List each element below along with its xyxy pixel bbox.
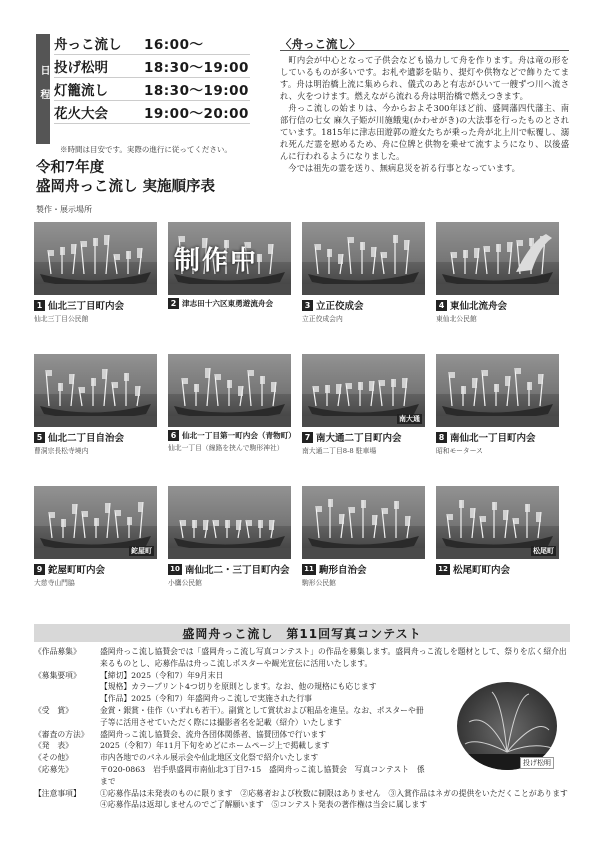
boat-number: 9 — [34, 564, 45, 575]
boat-photo — [302, 222, 425, 295]
contest-label — [34, 693, 100, 705]
contest-label: 【注意事項】 — [34, 788, 81, 798]
boat-caption — [168, 562, 291, 576]
boat-entry — [302, 486, 425, 587]
boat-photo — [34, 486, 157, 559]
boat-photo — [436, 486, 559, 559]
contest-value: 盛岡舟っこ流し協賛会、流舟各団体関係者、協賛団体で行います — [100, 729, 327, 739]
schedule-tab-label: 日程 — [38, 65, 49, 113]
contest-label: 《作品募集》 — [34, 647, 81, 656]
boat-number: 3 — [302, 300, 313, 311]
boat-photo — [168, 222, 291, 295]
boat-location: 仙北三丁目公民館 — [34, 315, 89, 323]
contest-title: 盛岡舟っこ流し 第11回写真コンテスト — [34, 624, 570, 642]
boat-number: 6 — [168, 430, 179, 441]
boat-number: 5 — [34, 432, 45, 443]
boat-caption — [34, 562, 157, 576]
schedule-event: 投げ松明 — [54, 60, 108, 76]
schedule-row — [54, 32, 250, 55]
photo-overlay-label: 南大通 — [399, 415, 420, 423]
contest-value: 市内各地でのパネル展示会や仙北地区文化祭で紹介いたします — [100, 753, 319, 763]
boat-group-name: 鉈屋町町内会 — [48, 565, 106, 576]
contest-value: 【作品】2025（令和7）年盛岡舟っこ流しで実施された行事 — [100, 694, 312, 704]
boat-caption — [168, 430, 296, 441]
contest-row — [34, 646, 570, 670]
boat-caption — [302, 430, 425, 444]
boat-number: 7 — [302, 432, 313, 443]
boat-photo — [436, 222, 559, 295]
boat-group-name: 南仙北一丁目町内会 — [450, 433, 536, 444]
order-title — [36, 158, 215, 196]
contest-row — [34, 788, 576, 812]
boat-entry — [34, 486, 157, 587]
boat-number: 10 — [168, 564, 182, 575]
torch-photo-caption: 投げ松明 — [520, 757, 554, 769]
contest-label: 《受 賞》 — [34, 705, 73, 715]
boat-entry — [168, 354, 296, 452]
schedule-row — [54, 55, 250, 78]
boat-group-name: 津志田十六区東勇遊流舟会 — [182, 299, 274, 308]
boat-location: 立正佼成会内 — [302, 315, 343, 323]
boat-number: 1 — [34, 300, 45, 311]
boat-entry — [34, 354, 157, 455]
boat-group-name: 駒形自治会 — [319, 565, 367, 576]
contest-value: 盛岡舟っこ流し協賛会では「盛岡舟っこ流し写真コンテスト」の作品を募集します。盛岡舟っこ流しを題材として、祭りを広く紹介出来るものとし、応募作品は舟っこ流しポスターや観光宣伝に活用いたします。 — [100, 647, 567, 668]
schedule-event: 舟っこ流し — [54, 37, 122, 53]
contest-label: 《募集要項》 — [34, 670, 81, 680]
contest-value: 2025（令和7）年11月下旬をめどにホームページ上で掲載します — [100, 741, 330, 751]
boat-caption — [436, 298, 559, 312]
boat-location: 小鷹公民館 — [168, 579, 202, 587]
boat-location: 大慈寺山門脇 — [34, 579, 75, 587]
order-subtitle: 製作・展示場所 — [36, 205, 92, 214]
contest-row — [34, 670, 570, 682]
contest-value: 金賞・銀賞・佳作（いずれも若干）。副賞として賞状および粗品を進呈。なお、ポスターや冊子等に活用させていただく際には撮影者名を記載（紹介）いたします — [100, 705, 424, 727]
contest-label: 《その他》 — [34, 753, 73, 763]
schedule-event: 灯籠流し — [54, 83, 108, 99]
order-title-year: 令和7年度 — [36, 159, 105, 176]
boat-group-name: 東仙北流舟会 — [450, 301, 508, 312]
boat-entry — [168, 486, 291, 587]
schedule-event: 花火大会 — [54, 106, 108, 122]
schedule-time: 16:00〜 — [144, 37, 204, 53]
boat-entry — [34, 222, 157, 323]
boat-group-name: 南仙北二・三丁目町内会 — [185, 565, 290, 576]
order-title-main: 盛岡舟っこ流し 実施順序表 — [36, 178, 216, 195]
boat-location: 仙北一丁目（線路を挟んで駒形神社） — [168, 444, 284, 452]
about-divider — [280, 50, 569, 51]
schedule-table — [54, 32, 250, 124]
about-paragraph: 舟っこ流しの始まりは、今からおよそ300年ほど前、盛岡藩四代藩主、南部行信の七女 麻久子姫が川施餓鬼(かわせがき)の大法事を行ったものとされています。1815年に津志田遊郭の遊女たちが乗った舟が北上川で転覆し、溺れ死んだ霊を慰めるため、舟に位牌と供物を乗せて流すようになり、以後盛んに行われるようになりました。 — [280, 103, 569, 161]
photo-overlay-label: 制作中 — [174, 246, 259, 276]
photo-overlay-label: 松尾町 — [533, 547, 554, 555]
contest-label: 《審査の方法》 — [34, 729, 89, 739]
boat-location: 東仙北公民館 — [436, 315, 477, 323]
about-title: 〈舟っこ流し〉 — [280, 37, 361, 51]
boat-group-name: 仙北三丁目町内会 — [48, 301, 125, 312]
boat-photo — [302, 486, 425, 559]
boat-group-name: 松尾町町内会 — [453, 565, 511, 576]
boat-number: 4 — [436, 300, 447, 311]
boat-photo — [302, 354, 425, 427]
contest-value: 【規格】カラープリント4つ切りを原則とします。なお、他の規格にも応じます — [100, 682, 377, 692]
boat-caption — [436, 562, 559, 576]
schedule-tab — [36, 34, 50, 144]
boat-group-name: 仙北一丁目第一町内会（青物町） — [182, 431, 296, 440]
boat-caption — [302, 562, 425, 576]
boat-entry — [302, 222, 425, 323]
boat-location: 曹洞宗長松寺境内 — [34, 447, 89, 455]
contest-value: 〒020-0863 岩手県盛岡市南仙北3丁目7-15 盛岡舟っこ流し協賛会 写真コンテスト 係 まで — [100, 764, 433, 786]
boat-photo — [436, 354, 559, 427]
boat-number: 8 — [436, 432, 447, 443]
boat-number: 2 — [168, 298, 179, 309]
boat-entry — [302, 354, 425, 455]
schedule-time: 18:30〜19:00 — [144, 83, 249, 99]
boat-caption — [34, 430, 157, 444]
boat-number: 11 — [302, 564, 316, 575]
schedule-time: 19:00〜20:00 — [144, 106, 249, 122]
boat-photo — [168, 486, 291, 559]
boat-entry — [436, 486, 559, 581]
boat-caption — [168, 298, 291, 309]
boat-entry — [436, 222, 559, 323]
schedule-row — [54, 101, 250, 124]
about-paragraph: 今では祖先の霊を送り、無病息災を祈る行事となっています。 — [288, 163, 520, 173]
contest-value: ①応募作品は未発表のものに限ります ②応募者および枚数に制限はありません ③入賞作品はネガの提供をいただくことがあります ④応募作品は返却しませんのでご了解願います ⑤コンテスト発表の著作権は当会に属します — [100, 788, 576, 810]
contest-label: 《発 表》 — [34, 741, 73, 751]
boat-caption — [302, 298, 425, 312]
boat-entry — [168, 222, 291, 317]
schedule-note: ※時間は目安です。実際の進行に従ってください。 — [60, 145, 232, 154]
boat-caption — [34, 298, 157, 312]
boat-photo — [34, 354, 157, 427]
contest-label — [34, 681, 100, 693]
about-paragraph: 町内会が中心となって子供会なども協力して舟を作ります。舟は竜の形をしているものが多いです。お札や遺影を貼り、提灯や供物などで飾りたてます。舟は明治橋上流に集められ、儀式のあと有志がひいて一艘ずつ川へ流され、火をつけます。燃えながら流れる舟は明治橋で燃えつきます。 — [280, 55, 569, 101]
boat-photo — [34, 222, 157, 295]
boat-entry — [436, 354, 559, 455]
boat-photo — [168, 354, 291, 427]
contest-label: 《応募先》 — [34, 764, 73, 774]
schedule-time: 18:30〜19:00 — [144, 60, 249, 76]
contest-value: 【締切】2025（令和7）年9月末日 — [100, 670, 224, 680]
boat-group-name: 仙北二丁目自治会 — [48, 433, 125, 444]
boat-location: 駒形公民館 — [302, 579, 336, 587]
boat-location: 昭和モータース — [436, 447, 483, 455]
boat-location: 南大通二丁目8-8 駐車場 — [302, 447, 377, 455]
boat-caption — [436, 430, 559, 444]
boat-group-name: 立正佼成会 — [316, 301, 364, 312]
boat-number: 12 — [436, 564, 450, 575]
photo-overlay-label: 鉈屋町 — [131, 547, 152, 555]
schedule-row — [54, 78, 250, 101]
boat-group-name: 南大通二丁目町内会 — [316, 433, 402, 444]
about-text — [280, 54, 569, 174]
